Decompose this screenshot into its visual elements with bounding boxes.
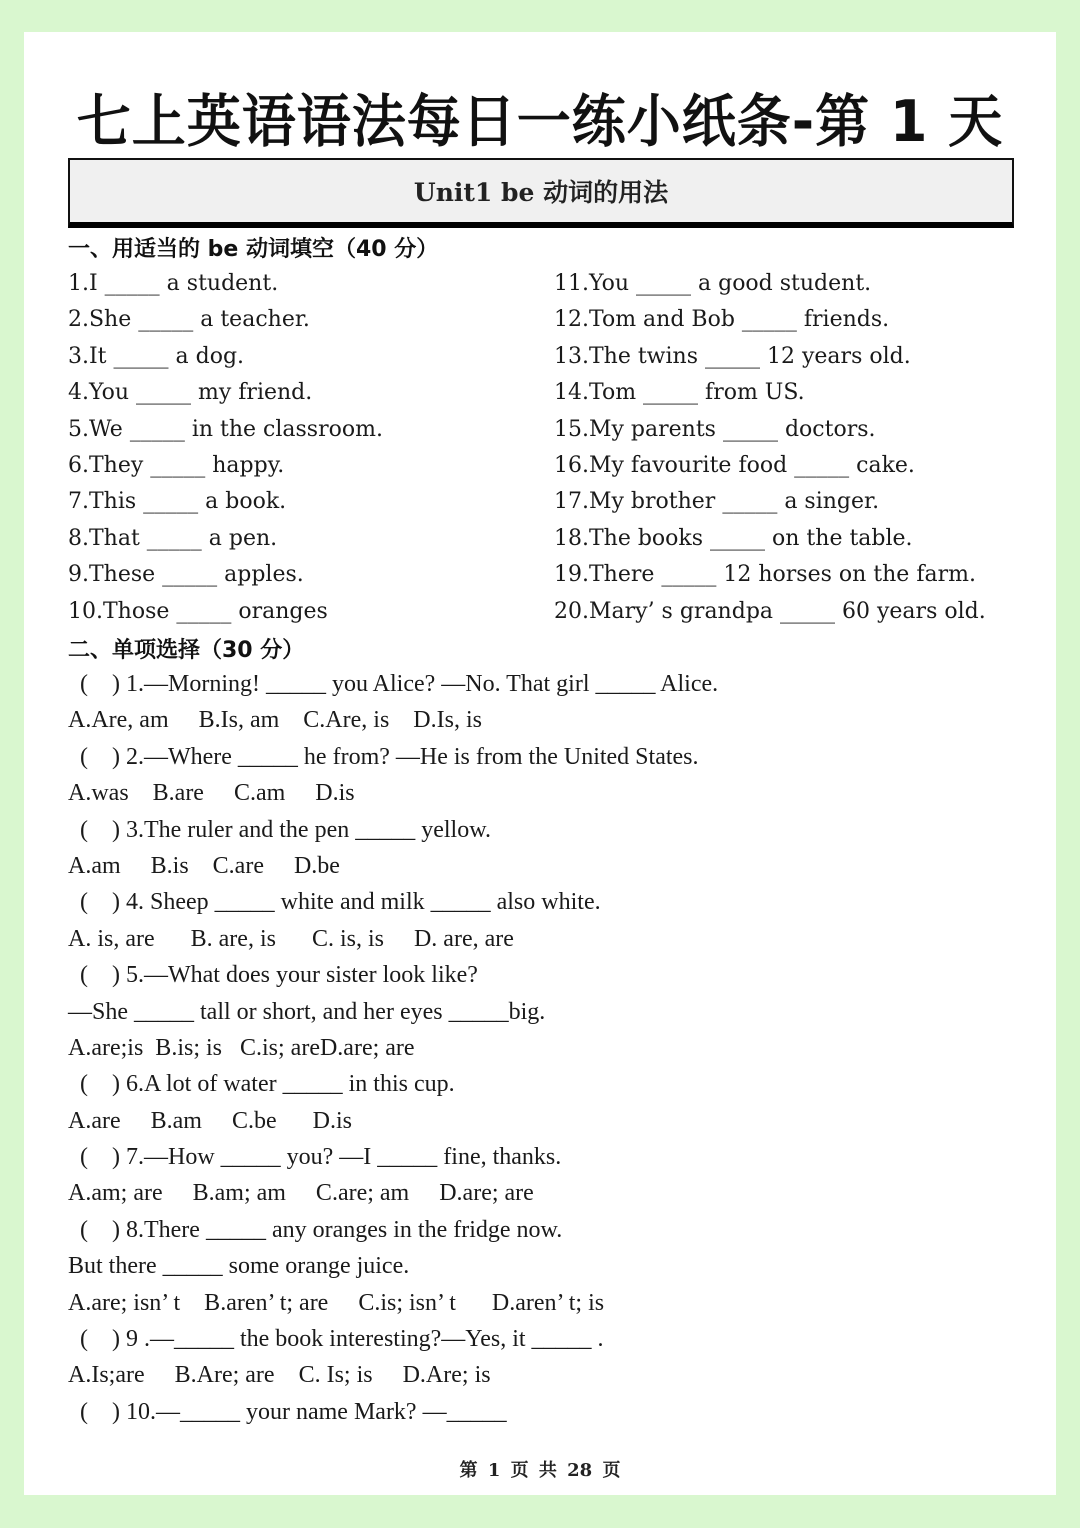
fill-blank-right-column — [554, 266, 986, 630]
question-item: 7.This _____ a book. — [68, 489, 287, 515]
question-item: 13.The twins _____ 12 years old. — [554, 343, 911, 369]
question-item: 17.My brother _____ a singer. — [554, 489, 880, 515]
mc-question-continued: But there _____ some orange juice. — [68, 1253, 410, 1280]
mc-options: A.was B.are C.am D.is — [68, 780, 355, 807]
mc-options: A.am; are B.am; am C.are; am D.are; are — [68, 1180, 534, 1207]
mc-question: ( ) 2.—Where _____ he from? —He is from the United States. — [80, 743, 699, 770]
mc-options: A.am B.is C.are D.be — [68, 852, 340, 879]
worksheet-page — [24, 32, 1056, 1495]
mc-options: A.Is;are B.Are; are C. Is; is D.Are; is — [68, 1362, 491, 1389]
mc-question-continued: —She _____ tall or short, and her eyes _____big. — [68, 998, 546, 1025]
question-item: 5.We _____ in the classroom. — [68, 416, 383, 442]
mc-options: A.are B.am C.be D.is — [68, 1107, 352, 1134]
multiple-choice-list — [68, 666, 1028, 1430]
question-item: 14.Tom _____ from US. — [554, 380, 805, 406]
mc-question: ( ) 9 .—_____ the book interesting?—Yes, it _____ . — [80, 1326, 604, 1353]
question-item: 8.That _____ a pen. — [68, 525, 278, 551]
question-item: 20.Mary’ s grandpa _____ 60 years old. — [554, 598, 986, 624]
fill-blank-left-column — [68, 266, 383, 630]
question-item: 1.I _____ a student. — [68, 271, 279, 296]
question-item: 19.There _____ 12 horses on the farm. — [554, 562, 976, 588]
question-item: 4.You _____ my friend. — [68, 380, 313, 406]
question-item: 2.She _____ a teacher. — [68, 307, 310, 333]
mc-options: A.are;is B.is; is C.is; areD.are; are — [68, 1034, 415, 1061]
page-number: 第 1 页 共 28 页 — [459, 1460, 621, 1481]
mc-question: ( ) 3.The ruler and the pen _____ yellow. — [80, 816, 491, 843]
mc-question: ( ) 5.—What does your sister look like? — [80, 962, 478, 989]
question-item: 12.Tom and Bob _____ friends. — [554, 307, 890, 333]
unit-heading: Unit1 be 动词的用法 — [413, 178, 669, 207]
question-item: 3.It _____ a dog. — [68, 343, 245, 369]
question-item: 18.The books _____ on the table. — [554, 525, 913, 551]
question-item: 6.They _____ happy. — [68, 452, 285, 478]
unit-heading-box — [68, 158, 1014, 228]
mc-question: ( ) 10.—_____ your name Mark? —_____ — [80, 1398, 507, 1425]
question-item: 9.These _____ apples. — [68, 562, 304, 588]
question-item: 16.My favourite food _____ cake. — [554, 452, 915, 478]
mc-options: A.Are, am B.Is, am C.Are, is D.Is, is — [68, 707, 482, 734]
mc-question: ( ) 7.—How _____ you? —I _____ fine, thanks. — [80, 1144, 562, 1171]
mc-question: ( ) 1.—Morning! _____ you Alice? —No. That girl _____ Alice. — [80, 671, 719, 697]
page-title: 七上英语语法每日一练小纸条-第 1 天 — [76, 88, 1004, 155]
section1-heading: 一、用适当的 be 动词填空（40 分） — [68, 237, 439, 262]
mc-options: A.are; isn’ t B.aren’ t; are C.is; isn’ t D.aren’ t; is — [68, 1289, 605, 1316]
mc-question: ( ) 4. Sheep _____ white and milk _____ also white. — [80, 889, 601, 916]
section2-heading: 二、单项选择（30 分） — [68, 638, 305, 663]
question-item: 10.Those _____ oranges — [68, 598, 328, 624]
question-item: 15.My parents _____ doctors. — [554, 416, 876, 442]
question-item: 11.You _____ a good student. — [554, 271, 872, 296]
mc-options: A. is, are B. are, is C. is, is D. are, are — [68, 925, 514, 952]
mc-question: ( ) 6.A lot of water _____ in this cup. — [80, 1071, 455, 1098]
mc-question: ( ) 8.There _____ any oranges in the fridge now. — [80, 1216, 563, 1243]
